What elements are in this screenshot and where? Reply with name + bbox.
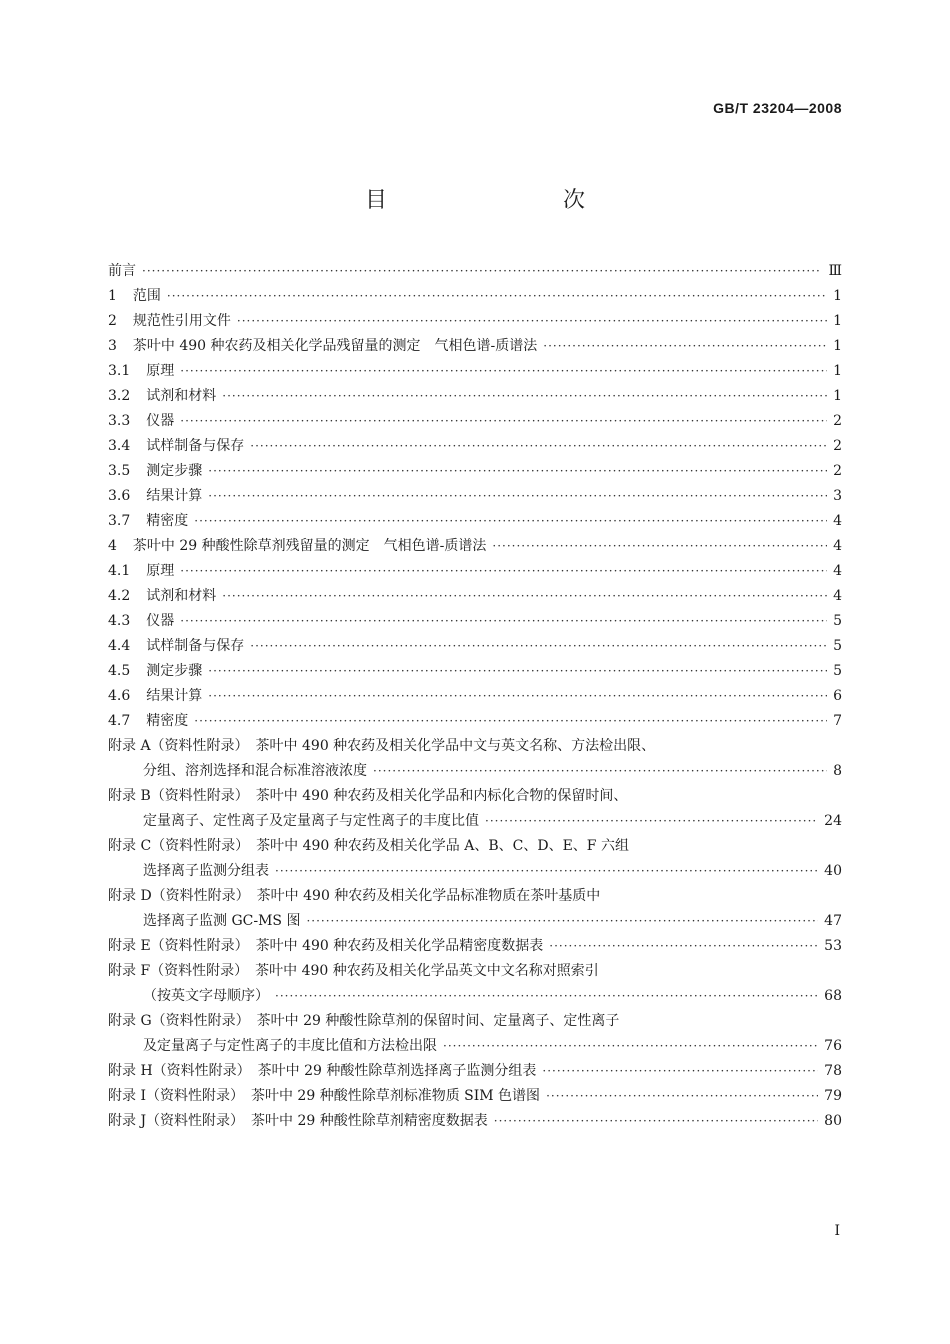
toc-entry-label	[108, 1109, 488, 1134]
toc-entry[interactable]	[108, 734, 842, 759]
toc-entry-title: 附录 A（资料性附录） 茶叶中 490 种农药及相关化学品中文与英文名称、方法检出限、	[108, 738, 656, 754]
toc-entry-page: 5	[833, 663, 842, 679]
toc-entry-title: 茶叶中 490 种农药及相关化学品残留量的测定 气相色谱-质谱法	[132, 338, 538, 354]
toc-entry-page: 7	[833, 713, 842, 729]
toc-entry-title: 原理	[146, 563, 175, 579]
leader-dots	[485, 809, 818, 834]
leader-dots	[180, 409, 827, 434]
leader-dots	[549, 934, 818, 959]
toc-entry-page: 40	[824, 863, 842, 879]
toc-entry-page: 53	[824, 938, 842, 954]
toc-entry-number: 3.7	[108, 513, 131, 529]
toc-entry-title: 附录 I（资料性附录） 茶叶中 29 种酸性除草剂标准物质 SIM 色谱图	[108, 1088, 541, 1104]
toc-entry-label	[108, 409, 174, 434]
toc-entry-label	[108, 734, 655, 759]
toc-entry-page: 76	[824, 1038, 842, 1054]
toc-entry[interactable]	[108, 359, 842, 384]
leader-dots	[180, 359, 827, 384]
toc-entry[interactable]	[108, 584, 842, 609]
leader-dots	[180, 559, 827, 584]
toc-entry-label	[108, 334, 537, 359]
toc-entry[interactable]	[108, 634, 842, 659]
toc-entry-title: 及定量离子与定性离子的丰度比值和方法检出限	[143, 1038, 437, 1054]
toc-entry-number: 4.1	[108, 563, 131, 579]
toc-entry[interactable]	[108, 1009, 842, 1034]
toc-entry-title: 试剂和材料	[146, 388, 217, 404]
leader-dots	[275, 984, 818, 1009]
toc-entry-label	[143, 909, 300, 934]
toc-entry-number: 3.1	[108, 363, 131, 379]
leader-dots	[250, 434, 827, 459]
toc-entry-label	[108, 959, 599, 984]
toc-entry-number: 3.4	[108, 438, 131, 454]
toc-entry-page: Ⅲ	[828, 263, 842, 279]
toc-entry-title: （按英文字母顺序）	[143, 988, 269, 1004]
toc-entry-label	[108, 434, 244, 459]
toc-entry-label	[108, 834, 629, 859]
toc-entry-number: 3.3	[108, 413, 131, 429]
toc-entry[interactable]	[108, 509, 842, 534]
toc-entry-page: 2	[833, 413, 842, 429]
leader-dots	[208, 659, 827, 684]
toc-entry[interactable]	[108, 909, 842, 934]
toc-entry-page: 2	[833, 463, 842, 479]
toc-entry-page: 79	[824, 1088, 842, 1104]
toc-entry[interactable]	[108, 809, 842, 834]
toc-entry-page: 1	[833, 338, 842, 354]
leader-dots	[222, 584, 827, 609]
leader-dots	[194, 709, 827, 734]
toc-entry-page: 8	[833, 763, 842, 779]
toc-entry-number: 1	[108, 288, 117, 304]
toc-entry[interactable]	[108, 384, 842, 409]
toc-entry-label	[108, 484, 202, 509]
toc-entry-page: 4	[833, 588, 842, 604]
toc-entry[interactable]	[108, 659, 842, 684]
leader-dots	[492, 534, 827, 559]
toc-entry-label	[143, 859, 269, 884]
toc-entry[interactable]	[108, 534, 842, 559]
toc-entry-page: 1	[833, 388, 842, 404]
toc-entry-page: 4	[833, 563, 842, 579]
toc-entry-title: 附录 H（资料性附录） 茶叶中 29 种酸性除草剂选择离子监测分组表	[108, 1063, 537, 1079]
toc-entry-label	[108, 659, 202, 684]
leader-dots	[167, 284, 827, 309]
toc-entry-label	[108, 884, 600, 909]
toc-entry-page: 6	[833, 688, 842, 704]
toc-entry-title: 选择离子监测 GC-MS 图	[143, 913, 301, 929]
toc-entry-label	[108, 634, 244, 659]
toc-entry[interactable]	[108, 409, 842, 434]
page-number: I	[834, 1223, 840, 1239]
toc-entry-title: 附录 D（资料性附录） 茶叶中 490 种农药及相关化学品标准物质在茶叶基质中	[108, 888, 601, 904]
toc-entry-title: 附录 F（资料性附录） 茶叶中 490 种农药及相关化学品英文中文名称对照索引	[108, 963, 599, 979]
toc-entry-label	[108, 259, 136, 284]
toc-entry[interactable]	[108, 784, 842, 809]
page-title: 目 次	[364, 188, 629, 213]
toc-entry[interactable]	[108, 684, 842, 709]
toc-entry[interactable]	[108, 934, 842, 959]
toc-entry-title: 选择离子监测分组表	[143, 863, 269, 879]
standard-code: GB/T 23204—2008	[713, 100, 842, 116]
leader-dots	[180, 609, 827, 634]
toc-entry-page: 4	[833, 538, 842, 554]
toc-entry-label	[108, 784, 627, 809]
toc-entry-number: 4	[108, 538, 117, 554]
toc-entry-title: 附录 J（资料性附录） 茶叶中 29 种酸性除草剂精密度数据表	[108, 1113, 488, 1129]
toc-entry-page: 4	[833, 513, 842, 529]
toc-entry[interactable]	[108, 459, 842, 484]
leader-dots	[443, 1034, 818, 1059]
toc-entry-label	[108, 384, 216, 409]
toc-entry-title: 茶叶中 29 种酸性除草剂残留量的测定 气相色谱-质谱法	[132, 538, 487, 554]
toc-entry-number: 4.5	[108, 663, 131, 679]
leader-dots	[208, 484, 827, 509]
toc-entry-label	[108, 584, 216, 609]
toc-entry-label	[108, 534, 486, 559]
leader-dots	[494, 1109, 818, 1134]
toc-entry-page: 1	[833, 363, 842, 379]
toc-entry[interactable]	[108, 1059, 842, 1084]
toc-entry-number: 3.2	[108, 388, 131, 404]
toc-entry-number: 3	[108, 338, 117, 354]
toc-entry[interactable]	[108, 259, 842, 284]
toc-entry-page: 1	[833, 313, 842, 329]
toc-entry-label	[143, 759, 367, 784]
leader-dots	[142, 259, 822, 284]
toc-entry-page: 5	[833, 613, 842, 629]
toc-entry-number: 4.2	[108, 588, 131, 604]
toc-entry-label	[108, 284, 161, 309]
toc-entry-title: 定量离子、定性离子及定量离子与定性离子的丰度比值	[143, 813, 479, 829]
leader-dots	[546, 1084, 818, 1109]
leader-dots	[373, 759, 827, 784]
toc-entry-title: 规范性引用文件	[132, 313, 231, 329]
leader-dots	[194, 509, 827, 534]
toc-entry-label	[108, 509, 188, 534]
toc-entry-title: 前言	[108, 263, 136, 279]
toc-entry-page: 24	[824, 813, 842, 829]
toc-entry-page: 80	[824, 1113, 842, 1129]
toc-entry-title: 分组、溶剂选择和混合标准溶液浓度	[143, 763, 367, 779]
toc-entry-title: 测定步骤	[146, 663, 203, 679]
toc-entry-label	[108, 709, 188, 734]
toc-entry-number: 4.4	[108, 638, 131, 654]
toc-entry-label	[108, 459, 202, 484]
toc-entry-page: 1	[833, 288, 842, 304]
leader-dots	[275, 859, 818, 884]
toc-entry-label	[108, 1059, 536, 1084]
toc-entry[interactable]	[108, 334, 842, 359]
toc-entry-title: 精密度	[146, 713, 189, 729]
toc-entry-number: 4.6	[108, 688, 131, 704]
toc-entry-title: 试样制备与保存	[146, 438, 245, 454]
toc-entry-title: 仪器	[146, 613, 175, 629]
toc-entry[interactable]	[108, 709, 842, 734]
toc-entry-number: 2	[108, 313, 117, 329]
leader-dots	[222, 384, 827, 409]
toc-entry[interactable]	[108, 284, 842, 309]
toc-entry[interactable]	[108, 1034, 842, 1059]
toc-entry[interactable]	[108, 609, 842, 634]
toc-entry-title: 结果计算	[146, 488, 203, 504]
toc-entry[interactable]	[108, 759, 842, 784]
toc-entry[interactable]	[108, 1109, 842, 1134]
toc-entry-title: 试样制备与保存	[146, 638, 245, 654]
toc-entry[interactable]	[108, 859, 842, 884]
toc-entry-label	[108, 359, 174, 384]
toc-entry-label	[108, 309, 231, 334]
toc-entry-label	[108, 684, 202, 709]
toc-entry[interactable]	[108, 834, 842, 859]
leader-dots	[208, 684, 827, 709]
toc-entry-title: 精密度	[146, 513, 189, 529]
toc-entry-title: 测定步骤	[146, 463, 203, 479]
toc-entry-number: 3.5	[108, 463, 131, 479]
table-of-contents	[108, 259, 842, 1134]
toc-entry-page: 78	[824, 1063, 842, 1079]
toc-entry-page: 68	[824, 988, 842, 1004]
toc-entry-title: 范围	[132, 288, 161, 304]
toc-entry-page: 47	[824, 913, 842, 929]
toc-entry[interactable]	[108, 884, 842, 909]
toc-entry-label	[108, 934, 543, 959]
toc-entry-label	[108, 1009, 619, 1034]
toc-entry-number: 4.7	[108, 713, 131, 729]
toc-entry-page: 3	[833, 488, 842, 504]
leader-dots	[543, 334, 827, 359]
toc-entry-number: 4.3	[108, 613, 131, 629]
toc-entry[interactable]	[108, 434, 842, 459]
toc-entry-title: 附录 C（资料性附录） 茶叶中 490 种农药及相关化学品 A、B、C、D、E、F 六组	[108, 838, 629, 854]
toc-entry-title: 附录 G（资料性附录） 茶叶中 29 种酸性除草剂的保留时间、定量离子、定性离子	[108, 1013, 620, 1029]
leader-dots	[208, 459, 827, 484]
toc-entry-label	[143, 809, 479, 834]
toc-entry-page: 2	[833, 438, 842, 454]
toc-entry[interactable]	[108, 484, 842, 509]
toc-entry-page: 5	[833, 638, 842, 654]
toc-entry-label	[108, 609, 174, 634]
toc-entry-title: 原理	[146, 363, 175, 379]
leader-dots	[542, 1059, 818, 1084]
leader-dots	[237, 309, 827, 334]
toc-entry-label	[143, 984, 269, 1009]
toc-entry-number: 3.6	[108, 488, 131, 504]
toc-entry-label	[143, 1034, 437, 1059]
toc-entry-title: 附录 B（资料性附录） 茶叶中 490 种农药及相关化学品和内标化合物的保留时间、	[108, 788, 628, 804]
toc-entry[interactable]	[108, 959, 842, 984]
leader-dots	[250, 634, 827, 659]
toc-entry[interactable]	[108, 559, 842, 584]
toc-entry[interactable]	[108, 1084, 842, 1109]
toc-entry-title: 结果计算	[146, 688, 203, 704]
toc-entry[interactable]	[108, 309, 842, 334]
toc-entry[interactable]	[108, 984, 842, 1009]
toc-entry-title: 附录 E（资料性附录） 茶叶中 490 种农药及相关化学品精密度数据表	[108, 938, 544, 954]
toc-entry-label	[108, 1084, 540, 1109]
toc-entry-title: 试剂和材料	[146, 588, 217, 604]
toc-entry-title: 仪器	[146, 413, 175, 429]
leader-dots	[306, 909, 818, 934]
toc-entry-label	[108, 559, 174, 584]
